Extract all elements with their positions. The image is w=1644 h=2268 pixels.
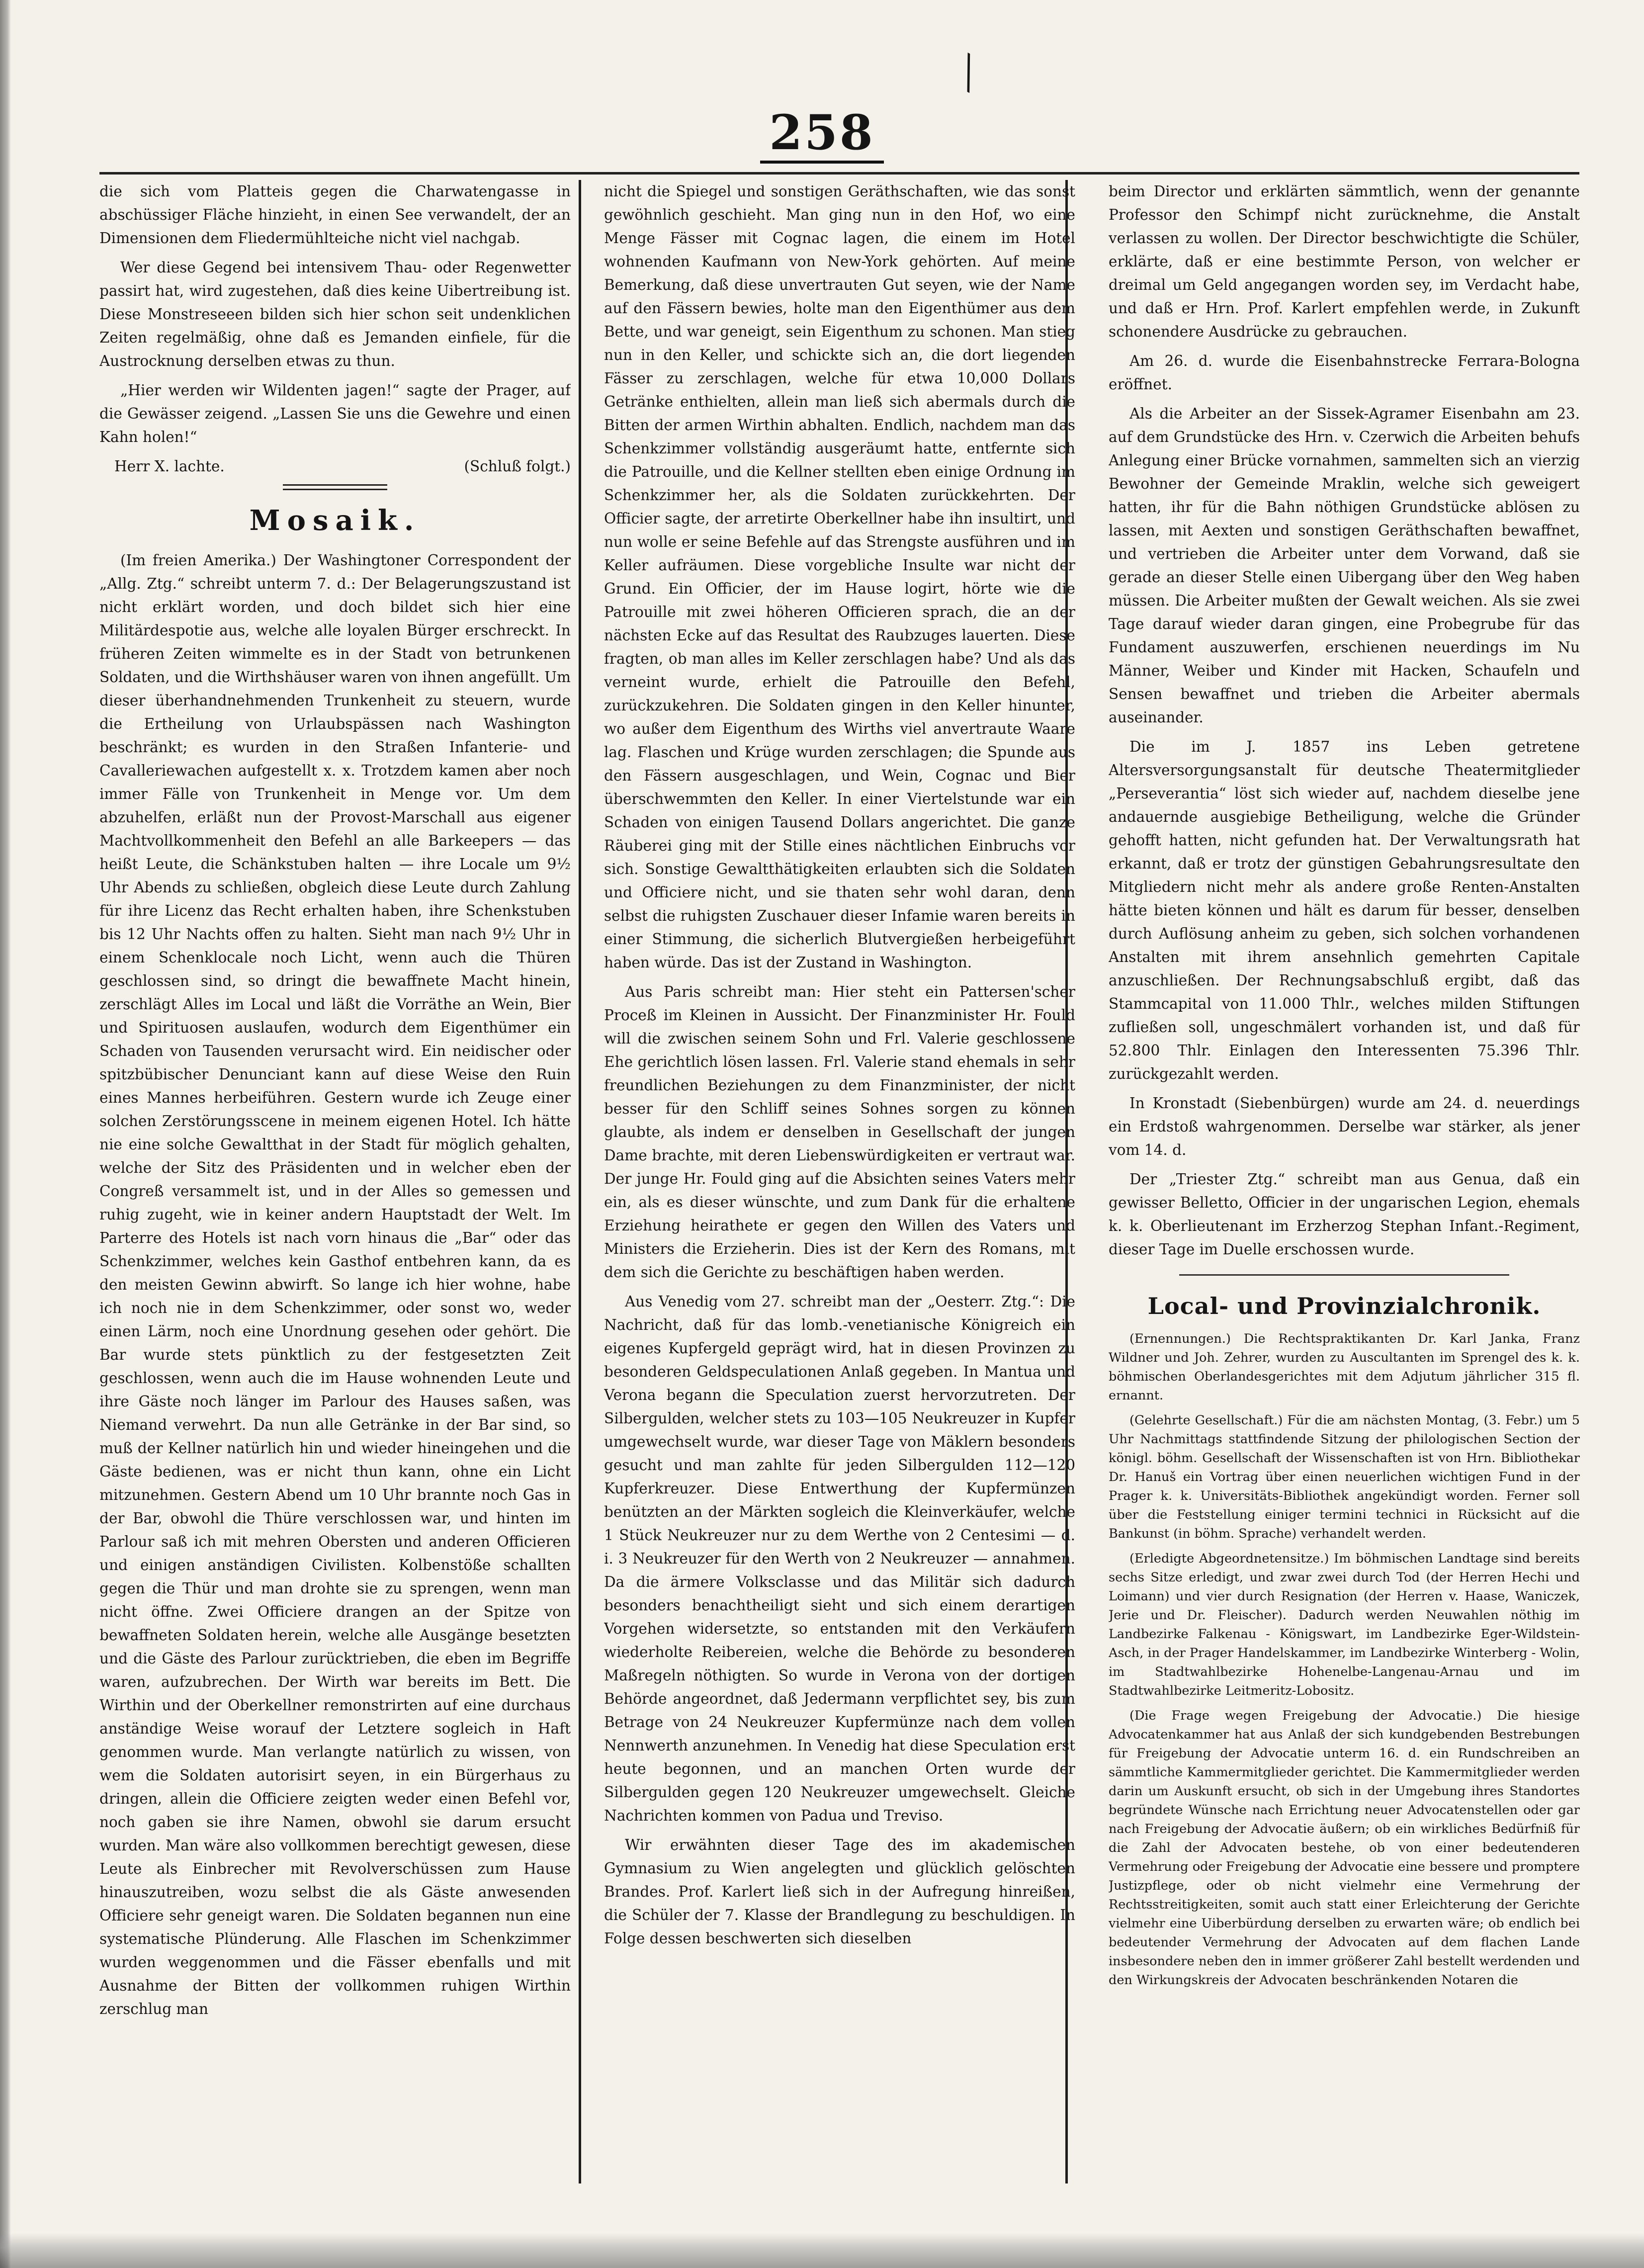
paragraph: „Hier werden wir Wildenten jagen!“ sagte der Prager, auf die Gewässer zeigend. „Lassen Sie uns die Gewehre und einen Kahn holen!“ bbox=[99, 382, 571, 445]
column-right bbox=[1109, 180, 1580, 2188]
section-divider bbox=[1179, 1274, 1509, 1276]
columns bbox=[99, 180, 1579, 2188]
article: In Kronstadt (Siebenbürgen) wurde am 24. d. neuerdings ein Erdstoß wahrgenommen. Derselbe war stärker, als jener vom 14. d. bbox=[1109, 1095, 1580, 1158]
article: (Im freien Amerika.) Der Washingtoner Correspondent der „Allg. Ztg.“ schreibt unterm 7. d.: Der Belagerungszustand ist nicht erklärt worden, und doch bildet sich hier eine Militärdespotie aus, welche alle loyalen Bürger erschreckt. In früheren Zeiten wimmelte es in der Stadt von betrunkenen Soldaten, und die Wirthshäuser waren von ihnen angefüllt. Um dieser überhandnehmenden Trunkenheit zu steuern, wurde die Ertheilung von Urlaubspässen nach Washington beschränkt; es wurden in den Straßen Infanterie- und Cavalleriewachen aufgestellt x. x. Trotzdem kamen aber noch immer Fälle von Trunkenheit in Menge vor. Um dem abzuhelfen, erläßt nun der Provost-Marschall aus eigener Machtvollkommenheit den Befehl an alle Barkeepers — das heißt Leute, die Schänkstuben halten — ihre Locale um 9½ Uhr Abends zu schließen, obgleich diese Leute durch Zahlung für ihre Licenz das Recht erhalten haben, ihre Schenkstuben bis 12 Uhr Nachts offen zu halten. Sieht man nach 9½ Uhr in einem Schenklocale noch Licht, wenn auch die Thüren geschlossen sind, so dringt die bewaffnete Macht hinein, zerschlägt Alles im Local und läßt die Vorräthe an Wein, Bier und Spirituosen auslaufen, wodurch dem Eigenthümer ein Schaden von Tausenden verursacht wird. Ein neidischer oder spitzbübischer Denunciant kann auf diese Weise den Ruin eines Mannes herbeiführen. Gestern wurde ich Zeuge einer solchen Zerstörungsscene in meinem eigenen Hotel. Ich hätte nie eine solche Gewaltthat in der Stadt für möglich gehalten, welche der Sitz des Präsidenten und in welcher eben der Congreß versammelt ist, und in der Alles so gemessen und ruhig zugeht, wie in keiner andern Hauptstadt der Welt. Im Parterre des Hotels ist nach vorn hinaus die „Bar“ oder das Schenkzimmer, welches kein Gasthof entbehren kann, da es den meisten Gewinn abwirft. So lange ich hier wohne, habe ich noch nie in dem Schenkzimmer, oder sonst wo, weder einen Lärm, noch eine Unordnung gesehen oder gehört. Die Bar wurde stets pünktlich zu der festgesetzten Zeit geschlossen, wenn auch die im Hause wohnenden Leute und ihre Gäste noch länger im Parlour des Hauses saßen, was Niemand verwehrt. Da nun alle Getränke in der Bar sind, so muß der Kellner natürlich hin und wieder hineingehen und die Gäste bedienen, was er nicht thun kann, ohne ein Licht mitzunehmen. Gestern Abend um 10 Uhr brannte noch Gas in der Bar, obwohl die Thüre verschlossen war, und hinten im Parlour saß ich mit mehren Obersten und anderen Officieren und einigen anständigen Civilisten. Kolbenstöße schallten gegen die Thür und man drohte sie zu sprengen, wenn man nicht öffne. Zwei Officiere drangen an der Spitze von bewaffneten Soldaten herein, welche alle Ausgänge besetzten und die Gäste des Parlour zurücktrieben, die eben im Begriffe waren, aufzubrechen. Der Wirth war bereits im Bett. Die Wirthin und der Oberkellner remonstrirten auf eine durchaus anständige Weise worauf der Letztere sogleich in Haft genommen wurde. Man verlangte natürlich zu wissen, von wem die Soldaten autorisirt seyen, in ein Bürgerhaus zu dringen, allein die Officiere zeigten weder einen Befehl vor, noch gaben sie ihre Namen, obwohl sie darum ersucht wurden. Man wäre also vollkommen berechtigt gewesen, diese Leute als Einbrecher mit Revolverschüssen zum Hause hinauszutreiben, wozu selbst die als Gäste anwesenden Officiere sehr geneigt waren. Die Soldaten begannen nun eine systematische Plünderung. Alle Flaschen im Schenkzimmer wurden weggenommen und die Fässer ebenfalls und mit Ausnahme der Bitten der vollkommen ruhigen Wirthin zerschlug man bbox=[99, 552, 571, 2017]
article: (Die Frage wegen Freigebung der Advocatie.) Die hiesige Advocatenkammer hat aus Anlaß der sich kundgebenden Bestrebungen für Freigebung der Advocatie unterm 16. d. ein Rundschreiben an sämmtliche Kammermitglieder gerichtet. Die Kammermitglieder werden darin um Auskunft ersucht, ob sich in der Umgebung ihres Standortes begründete Wünsche nach Errichtung neuer Advocatenstellen oder gar nach Freigebung der Advocatie äußern; ob ein wirkliches Bedürfniß für die Zahl der Advocaten bestehe, ob von einer bedeutenderen Vermehrung oder Freigebung der Advocatie eine bessere und promptere Justizpflege, oder ob nicht vielmehr eine Vermehrung der Rechtsstreitigkeiten, somit auch statt einer Erleichterung der Gerichte vielmehr eine Uiberbürdung derselben zu erwarten wäre; ob endlich bei bedeutender Vermehrung der Advocaten auf dem flachen Lande insbesondere neben den in immer größerer Zahl bestellt werdenden und den Wirkungskreis der Advocaten beschränkenden Notaren die bbox=[1109, 1708, 1580, 1988]
section-divider bbox=[283, 484, 387, 490]
page-number: 258 bbox=[0, 104, 1644, 161]
paragraph: die sich vom Platteis gegen die Charwatengasse in abschüssiger Fläche hinzieht, in einen See verwandelt, der an Dimensionen dem Fliedermühlteiche nicht viel nachgab. bbox=[99, 183, 571, 247]
signature-right: (Schluß folgt.) bbox=[464, 458, 571, 475]
paragraph: nicht die Spiegel und sonstigen Geräthschaften, wie das sonst gewöhnlich geschieht. Man ging nun in den Hof, wo eine Menge Fässer mit Cognac lagen, die einem im Hotel wohnenden Kaufmann von New-York gehörten. Auf meine Bemerkung, daß diese unvertrauten Gut seyen, wie der Name auf den Fässern bewies, holte man den Eigenthümer aus dem Bette, und war geneigt, sein Eigenthum zu schonen. Man stieg nun in den Keller, und schickte sich an, die dort liegenden Fässer zu zerschlagen, welche für etwa 10,000 Dollars Getränke enthielten, allein man ließ sich abermals durch die Bitten der armen Wirthin abhalten. Endlich, nachdem man das Schenkzimmer vollständig ausgeräumt hatte, entfernte sich die Patrouille, und die Kellner stellten eben einige Ordnung im Schenkzimmer her, als die Soldaten zurückkehrten. Der Officier sagte, der arretirte Oberkellner habe ihn insultirt, und nun wolle er seine Befehle auf das Strengste ausführen und im Keller aufräumen. Diese vorgebliche Insulte war nicht der Grund. Ein Officier, der im Hause logirt, hörte wie die Patrouille mit zwei höheren Officieren sprach, die an der nächsten Ecke auf das Resultat des Raubzuges lauerten. Diese fragten, ob man alles im Keller zerschlagen habe? Und als das verneint wurde, erhielt die Patrouille den Befehl, zurückzukehren. Die Soldaten gingen in den Keller hinunter, wo außer dem Eigenthum des Wirths viel anvertraute Waare lag. Flaschen und Krüge wurden zerschlagen; die Spunde aus den Fässern ausgeschlagen, und Wein, Cognac und Bier überschwemmten den Keller. In einer Viertelstunde war ein Schaden von einigen Tausend Dollars angerichtet. Die ganze Räuberei ging mit der Stille eines nächtlichen Einbruchs vor sich. Sonstige Gewaltthätigkeiten erlaubten sich die Soldaten und Officiere nicht, und sie thaten sehr wohl daran, denn selbst die ruhigsten Zuschauer dieser Infamie waren bereits in einer Stimmung, die sicherlich Blutvergießen herbeigeführt haben würde. Das ist der Zustand in Washington. bbox=[604, 183, 1075, 971]
paragraph: Wer diese Gegend bei intensivem Thau- oder Regenwetter passirt hat, wird zugestehen, daß dies keine Uibertreibung ist. Diese Monstreseeen bilden sich hier schon seit undenklichen Zeiten regelmäßig, ohne daß es Jemanden einfiele, für die Austrocknung derselben etwas zu thun. bbox=[99, 259, 571, 369]
article: Der „Triester Ztg.“ schreibt man aus Genua, daß ein gewisser Belletto, Officier in der ungarischen Legion, ehemals k. k. Oberlieutenant im Erzherzog Stephan Infant.-Regiment, dieser Tage im Duelle erschossen wurde. bbox=[1109, 1171, 1580, 1258]
article: Wir erwähnten dieser Tage des im akademischen Gymnasium zu Wien angelegten und glücklich gelöschten Brandes. Prof. Karlert ließ sich in der Aufregung hinreißen, die Schüler der 7. Klasse der Brandlegung zu beschuldigen. In Folge dessen beschwerten sich dieselben bbox=[604, 1836, 1075, 1947]
section-heading-chronik: Local- und Provinzialchronik. bbox=[1147, 1293, 1541, 1319]
scan-edge-shadow bbox=[0, 0, 11, 2268]
signature-line bbox=[114, 455, 571, 478]
header-rule bbox=[99, 172, 1579, 174]
article: Aus Paris schreibt man: Hier steht ein Pattersen'scher Proceß im Kleinen in Aussicht. Der Finanzminister Hr. Fould will die zwischen seinem Sohn und Frl. Valerie geschlossene Ehe gerichtlich lösen lassen. Frl. Valerie stand ehemals in sehr freundlichen Beziehungen zu dem Finanzminister, der nicht besser für den Schliff seines Sohnes sorgen zu können glaubte, als indem er denselben in Gesellschaft der jungen Dame brachte, mit deren Liebenswürdigkeiten er vertraut war. Der junge Hr. Fould ging auf die Absichten seines Vaters mehr ein, als es dieser wünschte, und zum Dank für die erhaltene Erziehung heirathete er gegen den Willen des Vaters und Ministers die Erzieherin. Dies ist der Kern des Romans, mit dem sich die Gerichte zu beschäftigen haben werden. bbox=[604, 983, 1075, 1281]
section-heading-mosaik: Mosaik. bbox=[249, 504, 421, 537]
article: Als die Arbeiter an der Sissek-Agramer Eisenbahn am 23. auf dem Grundstücke des Hrn. v. Czerwich die Arbeiten behufs Anlegung einer Brücke vornahmen, sammelten sich an vierzig Bewohner der Gemeinde Mraklin, welche sich geweigert hatten, ihr für die Bahn nöthigen Grundstücke ablösen zu lassen, mit Aexten und sonstigen Geräthschaften bewaffnet, und vertrieben die Arbeiter unter dem Vorwand, daß sie gerade an dieser Stelle einen Uibergang über den Weg haben müssen. Die Arbeiter mußten der Gewalt weichen. Als sie zwei Tage darauf wieder daran gingen, eine Probegrube für das Fundament auszuwerfen, erschienen neuerdings im Nu Männer, Weiber und Kinder mit Hacken, Schaufeln und Sensen bewaffnet und trieben die Arbeiter abermals auseinander. bbox=[1109, 405, 1580, 726]
column-middle bbox=[604, 180, 1075, 2188]
article: Am 26. d. wurde die Eisenbahnstrecke Ferrara-Bologna eröffnet. bbox=[1109, 352, 1580, 393]
chronik-block bbox=[1109, 1329, 1580, 1990]
article: (Erledigte Abgeordnetensitze.) Im böhmischen Landtage sind bereits sechs Sitze erledigt, und zwar zwei durch Tod (der Herren Hechi und Loimann) und vier durch Resignation (der Herren v. Haase, Waniczek, Jerie und Dr. Fleischer). Dadurch werden Neuwahlen nöthig im Landbezirke Falkenau - Königswart, im Landbezirke Eger-Wildstein-Asch, in der Prager Handelskammer, im Landbezirke Winterberg - Wolin, im Stadtwahlbezirke Hohenelbe-Langenau-Arnau und im Stadtwahlbezirke Leitmeritz-Lobositz. bbox=[1109, 1551, 1580, 1698]
article: (Ernennungen.) Die Rechtspraktikanten Dr. Karl Janka, Franz Wildner und Joh. Zehrer, wurden zu Auscultanten im Sprengel des k. k. böhmischen Oberlandesgerichtes mit dem Adjutum jährlicher 315 fl. ernannt. bbox=[1109, 1331, 1580, 1403]
article: (Gelehrte Gesellschaft.) Für die am nächsten Montag, (3. Febr.) um 5 Uhr Nachmittags stattfindende Sitzung der philologischen Section der königl. böhm. Gesellschaft der Wissenschaften ist von Hrn. Bibliothekar Dr. Hanuš ein Vortrag über einen neuerlichen wichtigen Fund in der Prager k. k. Universitäts-Bibliothek angekündigt worden. Ferner soll über die Feststellung einiger termini technici in Rücksicht auf die Bankunst (in böhm. Sprache) verhandelt werden. bbox=[1109, 1413, 1580, 1541]
scan-bottom-shadow bbox=[0, 2233, 1644, 2268]
article: Die im J. 1857 ins Leben getretene Altersversorgungsanstalt für deutsche Theatermitglieder „Perseverantia“ löst sich wieder auf, nachdem dieselbe jene andauernde ausgiebige Betheiligung, welche die Gründer gehofft hatten, nicht gefunden hat. Der Verwaltungsrath hat erkannt, daß er trotz der günstigen Gebahrungsresultate den Mitgliedern nicht mehr als andere große Renten-Anstalten hätte bieten können und hält es darum für besser, denselben durch Auflösung anheim zu geben, sich solchen vorhandenen Anstalten mit ihrem ansehnlich gemehrten Capitale anzuschließen. Der Rechnungsabschluß ergibt, daß das Stammcapital von 11.000 Thlr., welches milden Stiftungen zufließen soll, ungeschmälert vorhanden ist, und daß für 52.800 Thlr. Einlagen den Interessenten 75.396 Thlr. zurückgezahlt werden. bbox=[1109, 738, 1580, 1082]
column-left bbox=[99, 180, 571, 2188]
pencil-mark: ╲ bbox=[952, 53, 985, 93]
signature-left: Herr X. lachte. bbox=[114, 458, 225, 475]
paragraph: beim Director und erklärten sämmtlich, wenn der genannte Professor den Schimpf nicht zurücknehme, die Anstalt verlassen zu wollen. Der Director beschwichtigte die Schüler, erklärte, daß er eine bestimmte Person, von welcher er dreimal um Geld angegangen worden sey, im Verdacht habe, und daß er Hrn. Prof. Karlert empfehlen werde, in Zukunft schonendere Ausdrücke zu gebrauchen. bbox=[1109, 183, 1580, 340]
article: Aus Venedig vom 27. schreibt man der „Oesterr. Ztg.“: Die Nachricht, daß für das lomb.-venetianische Königreich ein eigenes Kupfergeld geprägt wird, hat in diesen Provinzen zu besonderen Geldspeculationen Anlaß gegeben. In Mantua und Verona begann die Speculation zuerst hervorzutreten. Der Silbergulden, welcher stets zu 103—105 Neukreuzer in Kupfer umgewechselt wurde, war dieser Tage von Mäklern besonders gesucht und man zahlte für jeden Silbergulden 112—120 Kupferkreuzer. Diese Entwerthung der Kupfermünzen benützten an der Märkten sogleich die Kleinverkäufer, welche 1 Stück Neukreuzer nur zu dem Werthe von 2 Centesimi — d. i. 3 Neukreuzer für den Werth von 2 Neukreuzer — annahmen. Da die ärmere Volksclasse und das Militär sich dadurch besonders benachtheiligt sieht und sich einem derartigen Vorgehen widersetzte, so entstanden mit den Verkäufern wiederholte Reibereien, welche die Behörde zu besonderen Maßregeln nöthigten. So wurde in Verona von der dortigen Behörde angeordnet, daß Jedermann verpflichtet sey, bis zum Betrage von 24 Neukreuzer Kupfermünze nach dem vollen Nennwerth anzunehmen. In Venedig hat diese Speculation erst heute begonnen, und an manchen Orten wurde der Silbergulden gegen 120 Neukreuzer umgewechselt. Gleiche Nachrichten kommen von Padua und Treviso. bbox=[604, 1293, 1075, 1824]
